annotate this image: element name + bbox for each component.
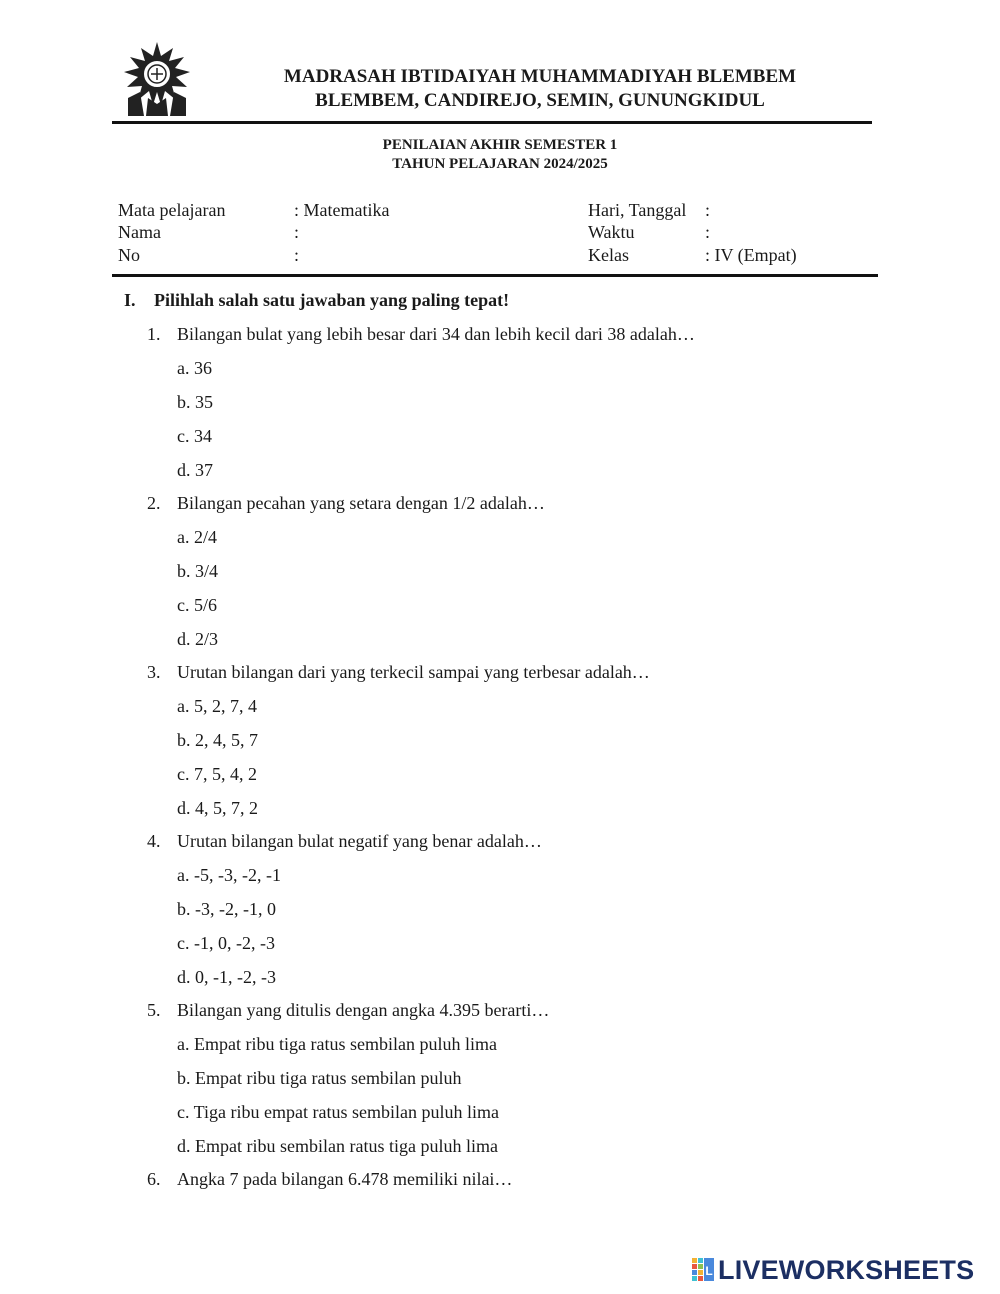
answer-option[interactable]: c. 34 [177,426,212,446]
question-text: Bilangan pecahan yang setara dengan 1/2 adalah… [177,493,545,513]
question-number: 1. [147,324,161,344]
name-value: : [294,222,300,242]
question-number: 5. [147,1000,161,1020]
subject-value: : Matematika [294,200,390,220]
question-text: Urutan bilangan bulat negatif yang benar adalah… [177,831,542,851]
time-value: : [705,222,711,242]
answer-option[interactable]: c. 5/6 [177,595,217,615]
school-address: BLEMBEM, CANDIREJO, SEMIN, GUNUNGKIDUL [315,90,765,111]
name-label: Nama [118,222,161,242]
answer-option[interactable]: d. 37 [177,460,213,480]
class-value: : IV (Empat) [705,245,797,265]
question-text: Bilangan bulat yang lebih besar dari 34 dan lebih kecil dari 38 adalah… [177,324,695,344]
answer-option[interactable]: b. -3, -2, -1, 0 [177,899,276,919]
question-text: Urutan bilangan dari yang terkecil sampai yang terbesar adalah… [177,662,650,682]
muhammadiyah-emblem-icon [120,42,194,118]
question-number: 4. [147,831,161,851]
time-label: Waktu [588,222,635,242]
question-number: 3. [147,662,161,682]
section-number: I. [124,290,136,310]
answer-option[interactable]: c. Tiga ribu empat ratus sembilan puluh lima [177,1102,499,1122]
question-number: 2. [147,493,161,513]
date-label: Hari, Tanggal [588,200,687,220]
class-label: Kelas [588,245,629,265]
answer-option[interactable]: a. Empat ribu tiga ratus sembilan puluh lima [177,1034,497,1054]
header-divider [112,121,872,124]
answer-option[interactable]: c. 7, 5, 4, 2 [177,764,257,784]
exam-title: PENILAIAN AKHIR SEMESTER 1 [382,137,618,153]
question-text: Angka 7 pada bilangan 6.478 memiliki nilai… [177,1169,513,1189]
question-text: Bilangan yang ditulis dengan angka 4.395 berarti… [177,1000,550,1020]
answer-option[interactable]: a. 2/4 [177,527,217,547]
answer-option[interactable]: c. -1, 0, -2, -3 [177,933,275,953]
svg-text:L: L [705,1264,713,1278]
answer-option[interactable]: b. 35 [177,392,213,412]
answer-option[interactable]: b. 2, 4, 5, 7 [177,730,258,750]
answer-option[interactable]: a. 36 [177,358,212,378]
subject-label: Mata pelajaran [118,200,226,220]
section-instruction: Pilihlah salah satu jawaban yang paling tepat! [154,290,510,310]
no-value: : [294,245,300,265]
answer-option[interactable]: d. 4, 5, 7, 2 [177,798,258,818]
exam-year: TAHUN PELAJARAN 2024/2025 [392,156,608,172]
liveworksheets-logo-icon [692,1258,716,1282]
answer-option[interactable]: d. 0, -1, -2, -3 [177,967,276,987]
school-name: MADRASAH IBTIDAIYAH MUHAMMADIYAH BLEMBEM [283,66,797,87]
answer-option[interactable]: b. Empat ribu tiga ratus sembilan puluh [177,1068,462,1088]
question-number: 6. [147,1169,161,1189]
answer-option[interactable]: a. -5, -3, -2, -1 [177,865,281,885]
section-heading [124,289,509,311]
no-label: No [118,245,140,265]
liveworksheets-text: LIVEWORKSHEETS [718,1255,975,1285]
info-divider [112,274,878,277]
answer-option[interactable]: a. 5, 2, 7, 4 [177,696,257,716]
answer-option[interactable]: d. 2/3 [177,629,219,649]
date-value: : [705,200,711,220]
answer-option[interactable]: b. 3/4 [177,561,219,581]
answer-option[interactable]: d. Empat ribu sembilan ratus tiga puluh lima [177,1136,498,1156]
